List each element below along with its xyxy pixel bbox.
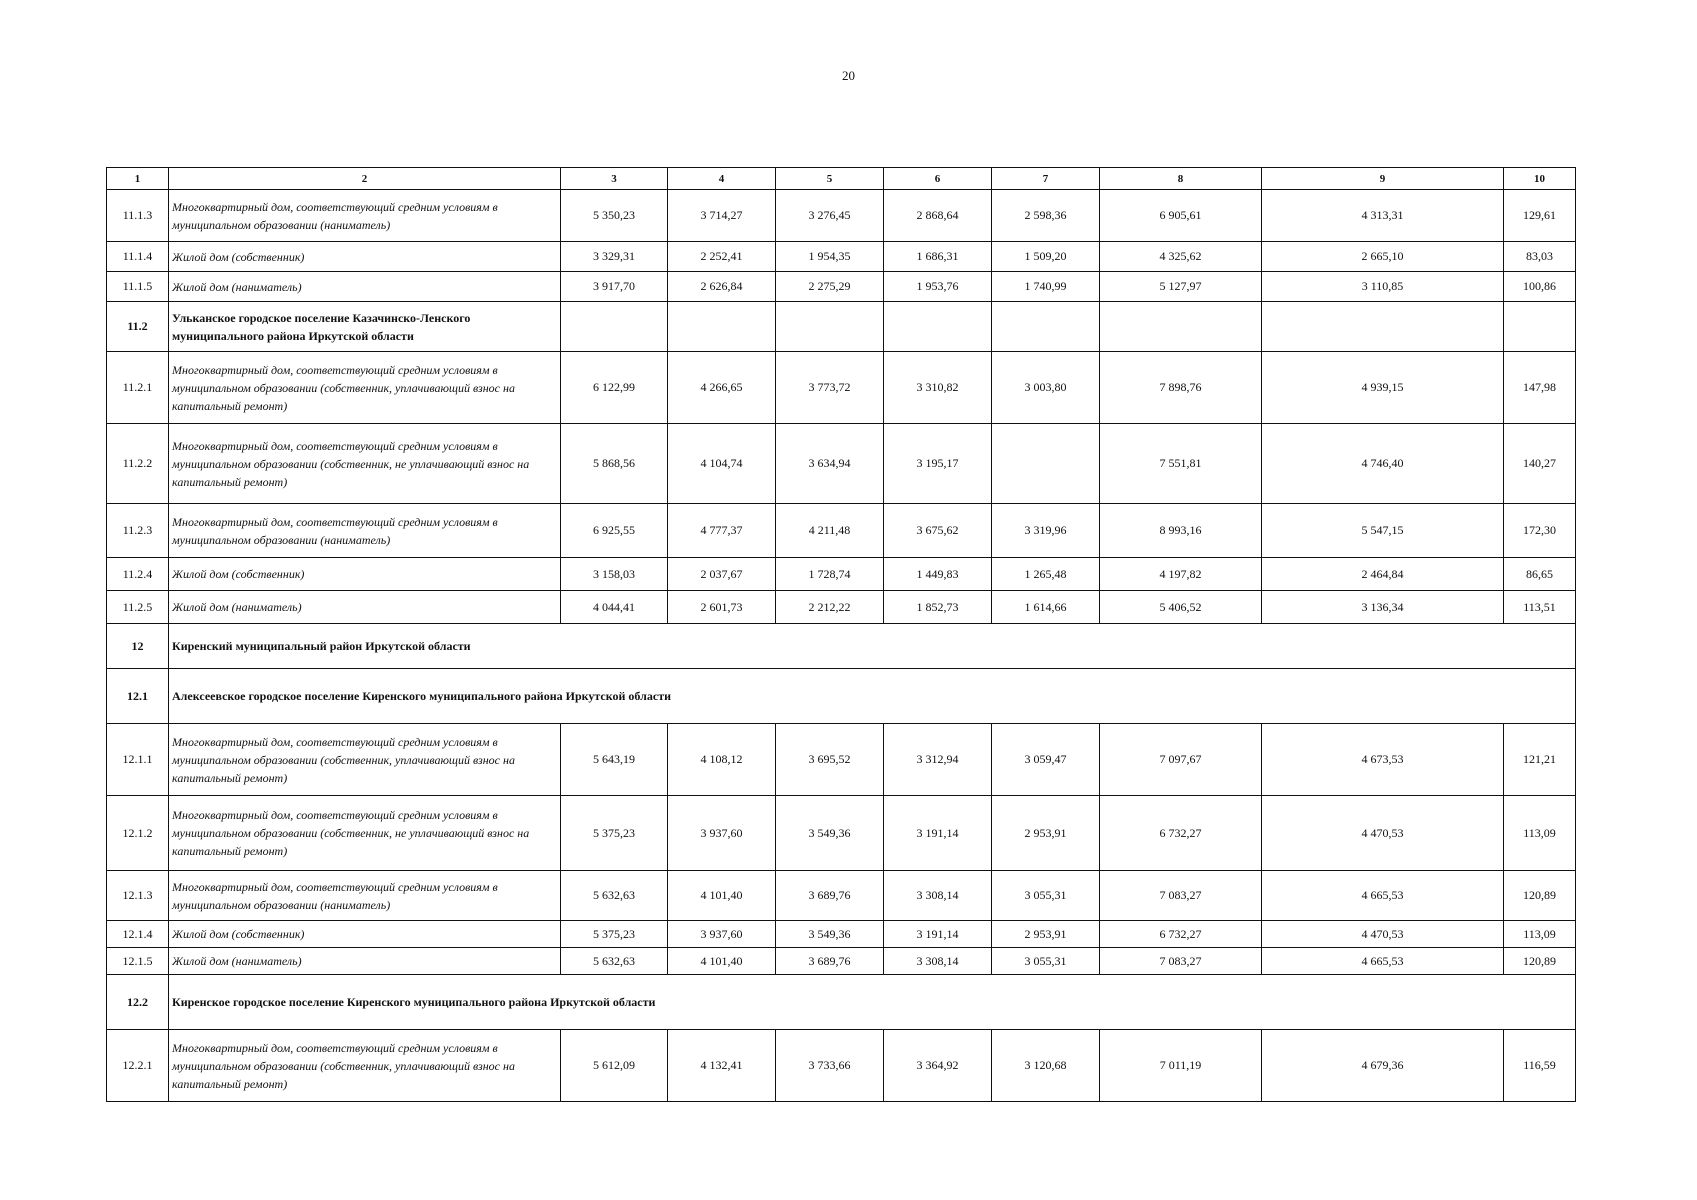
value-cell-col-9: 4 673,53 [1262,724,1504,796]
row-code: 11.2.2 [107,424,169,504]
table-row [107,190,1576,242]
table-row [107,948,1576,975]
value-cell-col-6: 1 953,76 [884,272,992,302]
column-header-7: 7 [992,168,1100,190]
value-cell-col-9: 4 470,53 [1262,921,1504,948]
row-description: Многоквартирный дом, соответствующий средним условиям в муниципальном образовании (собственник, уплачивающий взнос на капитальный ремонт) [169,352,561,424]
value-cell-col-8: 7 011,19 [1100,1030,1262,1102]
value-cell-col-7: 2 953,91 [992,796,1100,871]
value-cell-col-5: 2 275,29 [776,272,884,302]
value-cell-col-5: 4 211,48 [776,504,884,558]
row-description: Многоквартирный дом, соответствующий средним условиям в муниципальном образовании (наниматель) [169,504,561,558]
row-code: 12.1.1 [107,724,169,796]
row-code: 11.2.4 [107,558,169,591]
column-header-3: 3 [561,168,668,190]
table-row [107,1030,1576,1102]
row-description: Жилой дом (наниматель) [169,591,561,624]
value-cell-col-6: 3 308,14 [884,948,992,975]
column-header-2: 2 [169,168,561,190]
value-cell-col-9: 4 939,15 [1262,352,1504,424]
value-cell-col-10: 120,89 [1504,871,1576,921]
value-cell-col-9: 4 746,40 [1262,424,1504,504]
row-code: 11.1.4 [107,242,169,272]
row-code: 11.2.5 [107,591,169,624]
value-cell-col-6: 2 868,64 [884,190,992,242]
value-cell-col-10: 147,98 [1504,352,1576,424]
column-header-4: 4 [668,168,776,190]
column-header-8: 8 [1100,168,1262,190]
row-description: Жилой дом (собственник) [169,558,561,591]
value-cell-col-9: 5 547,15 [1262,504,1504,558]
value-cell-col-5: 1 728,74 [776,558,884,591]
value-cell-col-8: 7 898,76 [1100,352,1262,424]
value-cell-col-8: 6 905,61 [1100,190,1262,242]
value-cell-col-7: 1 509,20 [992,242,1100,272]
value-cell-col-5: 3 549,36 [776,921,884,948]
row-code: 12.1.3 [107,871,169,921]
value-cell-col-9: 2 665,10 [1262,242,1504,272]
value-cell-col-9: 4 313,31 [1262,190,1504,242]
value-cell-col-4: 4 777,37 [668,504,776,558]
value-cell-col-4: 2 626,84 [668,272,776,302]
value-cell-col-3: 5 375,23 [561,921,668,948]
header-row [107,168,1576,190]
value-cell-col-3: 5 632,63 [561,948,668,975]
value-cell-col-5: 3 276,45 [776,190,884,242]
table-row [107,272,1576,302]
value-cell-col-7: 1 614,66 [992,591,1100,624]
empty-cell [1504,302,1576,352]
value-cell-col-10: 121,21 [1504,724,1576,796]
value-cell-col-6: 3 191,14 [884,921,992,948]
value-cell-col-7: 1 740,99 [992,272,1100,302]
value-cell-col-8: 5 127,97 [1100,272,1262,302]
value-cell-col-7 [992,424,1100,504]
value-cell-col-8: 4 197,82 [1100,558,1262,591]
value-cell-col-3: 5 350,23 [561,190,668,242]
row-code: 11.1.5 [107,272,169,302]
value-cell-col-4: 4 108,12 [668,724,776,796]
value-cell-col-3: 5 868,56 [561,424,668,504]
value-cell-col-10: 172,30 [1504,504,1576,558]
value-cell-col-7: 3 120,68 [992,1030,1100,1102]
row-code: 12.1.2 [107,796,169,871]
table-row [107,871,1576,921]
empty-cell [1100,302,1262,352]
empty-cell [776,302,884,352]
value-cell-col-4: 4 101,40 [668,871,776,921]
value-cell-col-5: 3 634,94 [776,424,884,504]
value-cell-col-9: 2 464,84 [1262,558,1504,591]
value-cell-col-7: 2 598,36 [992,190,1100,242]
row-code: 11.2.3 [107,504,169,558]
value-cell-col-7: 1 265,48 [992,558,1100,591]
column-header-10: 10 [1504,168,1576,190]
value-cell-col-3: 5 632,63 [561,871,668,921]
row-description: Жилой дом (наниматель) [169,948,561,975]
empty-cell [668,302,776,352]
value-cell-col-8: 4 325,62 [1100,242,1262,272]
value-cell-col-9: 4 665,53 [1262,948,1504,975]
value-cell-col-7: 3 003,80 [992,352,1100,424]
row-description: Многоквартирный дом, соответствующий средним условиям в муниципальном образовании (собственник, уплачивающий взнос на капитальный ремонт) [169,1030,561,1102]
row-description: Жилой дом (наниматель) [169,272,561,302]
value-cell-col-4: 3 937,60 [668,921,776,948]
column-header-6: 6 [884,168,992,190]
row-description: Многоквартирный дом, соответствующий средним условиям в муниципальном образовании (собственник, уплачивающий взнос на капитальный ремонт) [169,724,561,796]
section-row [107,975,1576,1030]
section-row [107,302,1576,352]
value-cell-col-4: 3 714,27 [668,190,776,242]
row-code: 12.2.1 [107,1030,169,1102]
value-cell-col-9: 3 110,85 [1262,272,1504,302]
table-row [107,591,1576,624]
value-cell-col-6: 3 312,94 [884,724,992,796]
value-cell-col-5: 3 689,76 [776,871,884,921]
value-cell-col-7: 3 319,96 [992,504,1100,558]
row-description: Жилой дом (собственник) [169,921,561,948]
value-cell-col-6: 1 449,83 [884,558,992,591]
value-cell-col-10: 113,09 [1504,921,1576,948]
row-description: Многоквартирный дом, соответствующий средним условиям в муниципальном образовании (собственник, не уплачивающий взнос на капитальный ремонт) [169,796,561,871]
value-cell-col-6: 3 310,82 [884,352,992,424]
value-cell-col-8: 7 097,67 [1100,724,1262,796]
table-row [107,504,1576,558]
value-cell-col-4: 2 037,67 [668,558,776,591]
value-cell-col-3: 5 375,23 [561,796,668,871]
empty-cell [561,302,668,352]
value-cell-col-10: 86,65 [1504,558,1576,591]
value-cell-col-3: 6 122,99 [561,352,668,424]
value-cell-col-4: 4 132,41 [668,1030,776,1102]
row-description: Жилой дом (собственник) [169,242,561,272]
value-cell-col-3: 6 925,55 [561,504,668,558]
value-cell-col-3: 4 044,41 [561,591,668,624]
value-cell-col-9: 4 470,53 [1262,796,1504,871]
value-cell-col-3: 5 612,09 [561,1030,668,1102]
value-cell-col-7: 3 059,47 [992,724,1100,796]
table-row [107,424,1576,504]
value-cell-col-8: 5 406,52 [1100,591,1262,624]
row-description: Многоквартирный дом, соответствующий средним условиям в муниципальном образовании (собственник, не уплачивающий взнос на капитальный ремонт) [169,424,561,504]
value-cell-col-4: 2 601,73 [668,591,776,624]
value-cell-col-6: 3 191,14 [884,796,992,871]
table-row [107,921,1576,948]
value-cell-col-5: 3 733,66 [776,1030,884,1102]
table-row [107,796,1576,871]
section-row [107,669,1576,724]
value-cell-col-7: 3 055,31 [992,871,1100,921]
tariff-table [106,167,1576,1102]
value-cell-col-4: 3 937,60 [668,796,776,871]
value-cell-col-8: 7 551,81 [1100,424,1262,504]
column-header-9: 9 [1262,168,1504,190]
row-description: Киренский муниципальный район Иркутской области [169,624,1576,669]
value-cell-col-10: 100,86 [1504,272,1576,302]
value-cell-col-7: 3 055,31 [992,948,1100,975]
value-cell-col-6: 3 675,62 [884,504,992,558]
value-cell-col-4: 2 252,41 [668,242,776,272]
value-cell-col-5: 3 549,36 [776,796,884,871]
column-header-1: 1 [107,168,169,190]
value-cell-col-5: 3 695,52 [776,724,884,796]
value-cell-col-6: 3 364,92 [884,1030,992,1102]
page-number: 20 [842,68,855,83]
row-code: 12.1.5 [107,948,169,975]
value-cell-col-10: 129,61 [1504,190,1576,242]
value-cell-col-5: 2 212,22 [776,591,884,624]
value-cell-col-9: 3 136,34 [1262,591,1504,624]
section-row [107,624,1576,669]
value-cell-col-6: 3 195,17 [884,424,992,504]
row-code: 11.2 [107,302,169,352]
value-cell-col-3: 5 643,19 [561,724,668,796]
value-cell-col-10: 140,27 [1504,424,1576,504]
row-code: 12.1.4 [107,921,169,948]
value-cell-col-4: 4 104,74 [668,424,776,504]
row-code: 12.2 [107,975,169,1030]
value-cell-col-10: 113,51 [1504,591,1576,624]
value-cell-col-8: 8 993,16 [1100,504,1262,558]
value-cell-col-4: 4 101,40 [668,948,776,975]
row-description: Многоквартирный дом, соответствующий средним условиям в муниципальном образовании (наниматель) [169,190,561,242]
value-cell-col-10: 116,59 [1504,1030,1576,1102]
row-code: 11.1.3 [107,190,169,242]
value-cell-col-6: 1 852,73 [884,591,992,624]
table-row [107,724,1576,796]
value-cell-col-6: 1 686,31 [884,242,992,272]
value-cell-col-3: 3 158,03 [561,558,668,591]
value-cell-col-5: 3 773,72 [776,352,884,424]
value-cell-col-10: 83,03 [1504,242,1576,272]
value-cell-col-3: 3 329,31 [561,242,668,272]
empty-cell [992,302,1100,352]
row-description: Киренское городское поселение Киренского муниципального района Иркутской области [169,975,1576,1030]
table-body [107,190,1576,1102]
value-cell-col-3: 3 917,70 [561,272,668,302]
empty-cell [1262,302,1504,352]
row-code: 12 [107,624,169,669]
row-description: Многоквартирный дом, соответствующий средним условиям в муниципальном образовании (наниматель) [169,871,561,921]
table-row [107,242,1576,272]
value-cell-col-4: 4 266,65 [668,352,776,424]
value-cell-col-8: 6 732,27 [1100,796,1262,871]
value-cell-col-5: 1 954,35 [776,242,884,272]
value-cell-col-9: 4 665,53 [1262,871,1504,921]
value-cell-col-5: 3 689,76 [776,948,884,975]
table-row [107,558,1576,591]
empty-cell [884,302,992,352]
row-code: 11.2.1 [107,352,169,424]
value-cell-col-10: 120,89 [1504,948,1576,975]
value-cell-col-8: 7 083,27 [1100,948,1262,975]
value-cell-col-10: 113,09 [1504,796,1576,871]
row-description: Ульканское городское поселение Казачинско-Ленского муниципального района Иркутской области [169,302,561,352]
value-cell-col-9: 4 679,36 [1262,1030,1504,1102]
table-row [107,352,1576,424]
value-cell-col-8: 7 083,27 [1100,871,1262,921]
value-cell-col-6: 3 308,14 [884,871,992,921]
column-header-5: 5 [776,168,884,190]
row-description: Алексеевское городское поселение Киренского муниципального района Иркутской области [169,669,1576,724]
value-cell-col-7: 2 953,91 [992,921,1100,948]
row-code: 12.1 [107,669,169,724]
value-cell-col-8: 6 732,27 [1100,921,1262,948]
